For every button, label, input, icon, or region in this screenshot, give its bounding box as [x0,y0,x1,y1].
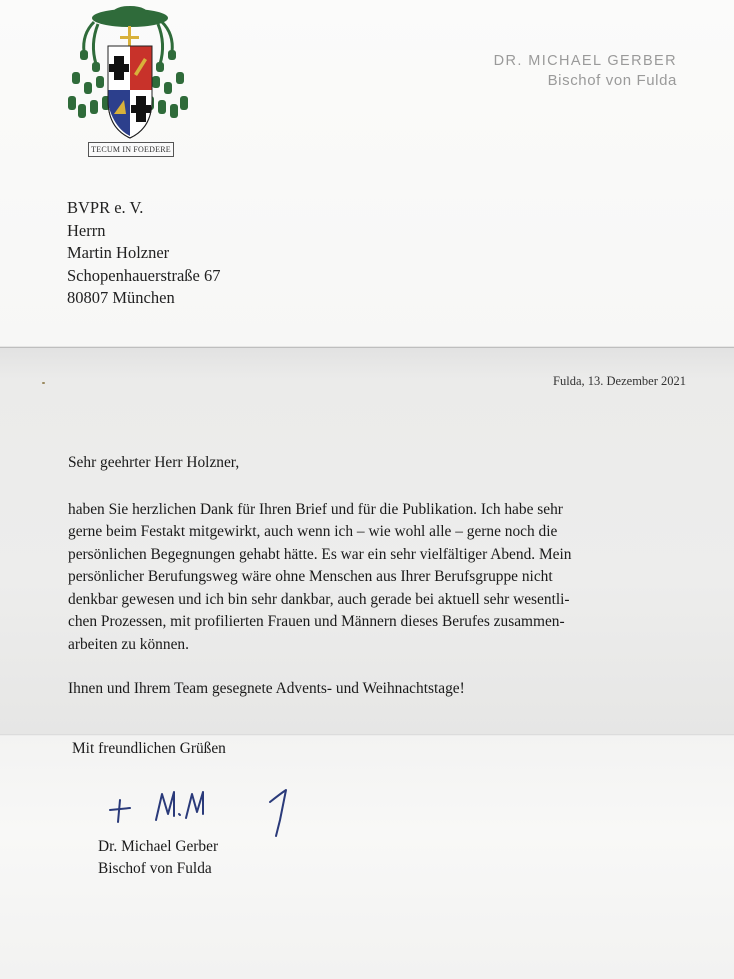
text-line: chen Prozessen, mit profilierten Frauen und Männern dieses Berufes zusammen- [68,613,565,630]
text-line: persönlichen Begegnungen gehabt hätte. Es war ein sehr vielfältiger Abend. Mein [68,545,572,563]
fold-line-lower [0,734,734,736]
signer-name: Dr. Michael Gerber [98,838,219,855]
paragraph-2: Ihnen und Ihrem Team gesegnete Advents- und Weihnachtstage! [68,680,465,697]
letter-date: Fulda, 13. Dezember 2021 [553,374,686,388]
signer-block [98,836,218,880]
letterhead-office: Bischof von Fulda [547,72,677,89]
closing-phrase: Mit freundlichen Grüßen [72,740,226,757]
handwritten-signature-icon [108,780,308,840]
recipient-address [67,197,221,310]
text-line: denkbar gewesen und ich bin sehr dankbar, auch gerade bei aktuell sehr wesentli- [68,590,570,608]
letterhead-name: DR. MICHAEL GERBER [493,53,677,69]
salutation: Sehr geehrter Herr Holzner, [68,454,240,471]
address-line: Schopenhauerstraße 67 [67,265,221,285]
fold-line-upper [0,346,734,348]
signer-title: Bischof von Fulda [98,860,212,877]
text-line: haben Sie herzlichen Dank für Ihren Brief und für die Publikation. Ich habe sehr [68,500,563,518]
address-line: 80807 München [67,288,175,308]
text-line: persönlicher Berufungsweg wäre ohne Menschen aus Ihrer Berufsgruppe nicht [68,568,553,585]
paper-speck [42,382,45,384]
coat-of-arms-icon [64,4,194,154]
text-line: gerne beim Festakt mitgewirkt, auch wenn ich – wie wohl alle – gerne noch die [68,523,558,540]
address-line: Herrn [67,220,106,240]
letterhead-sender [494,51,677,91]
text-line: arbeiten zu können. [68,635,189,653]
letter-body [68,452,670,701]
address-line: BVPR e. V. [67,198,144,217]
address-line: Martin Holzner [67,243,170,263]
crest-motto: TECUM IN FOEDERE [88,142,174,157]
paragraph-1 [68,499,670,657]
